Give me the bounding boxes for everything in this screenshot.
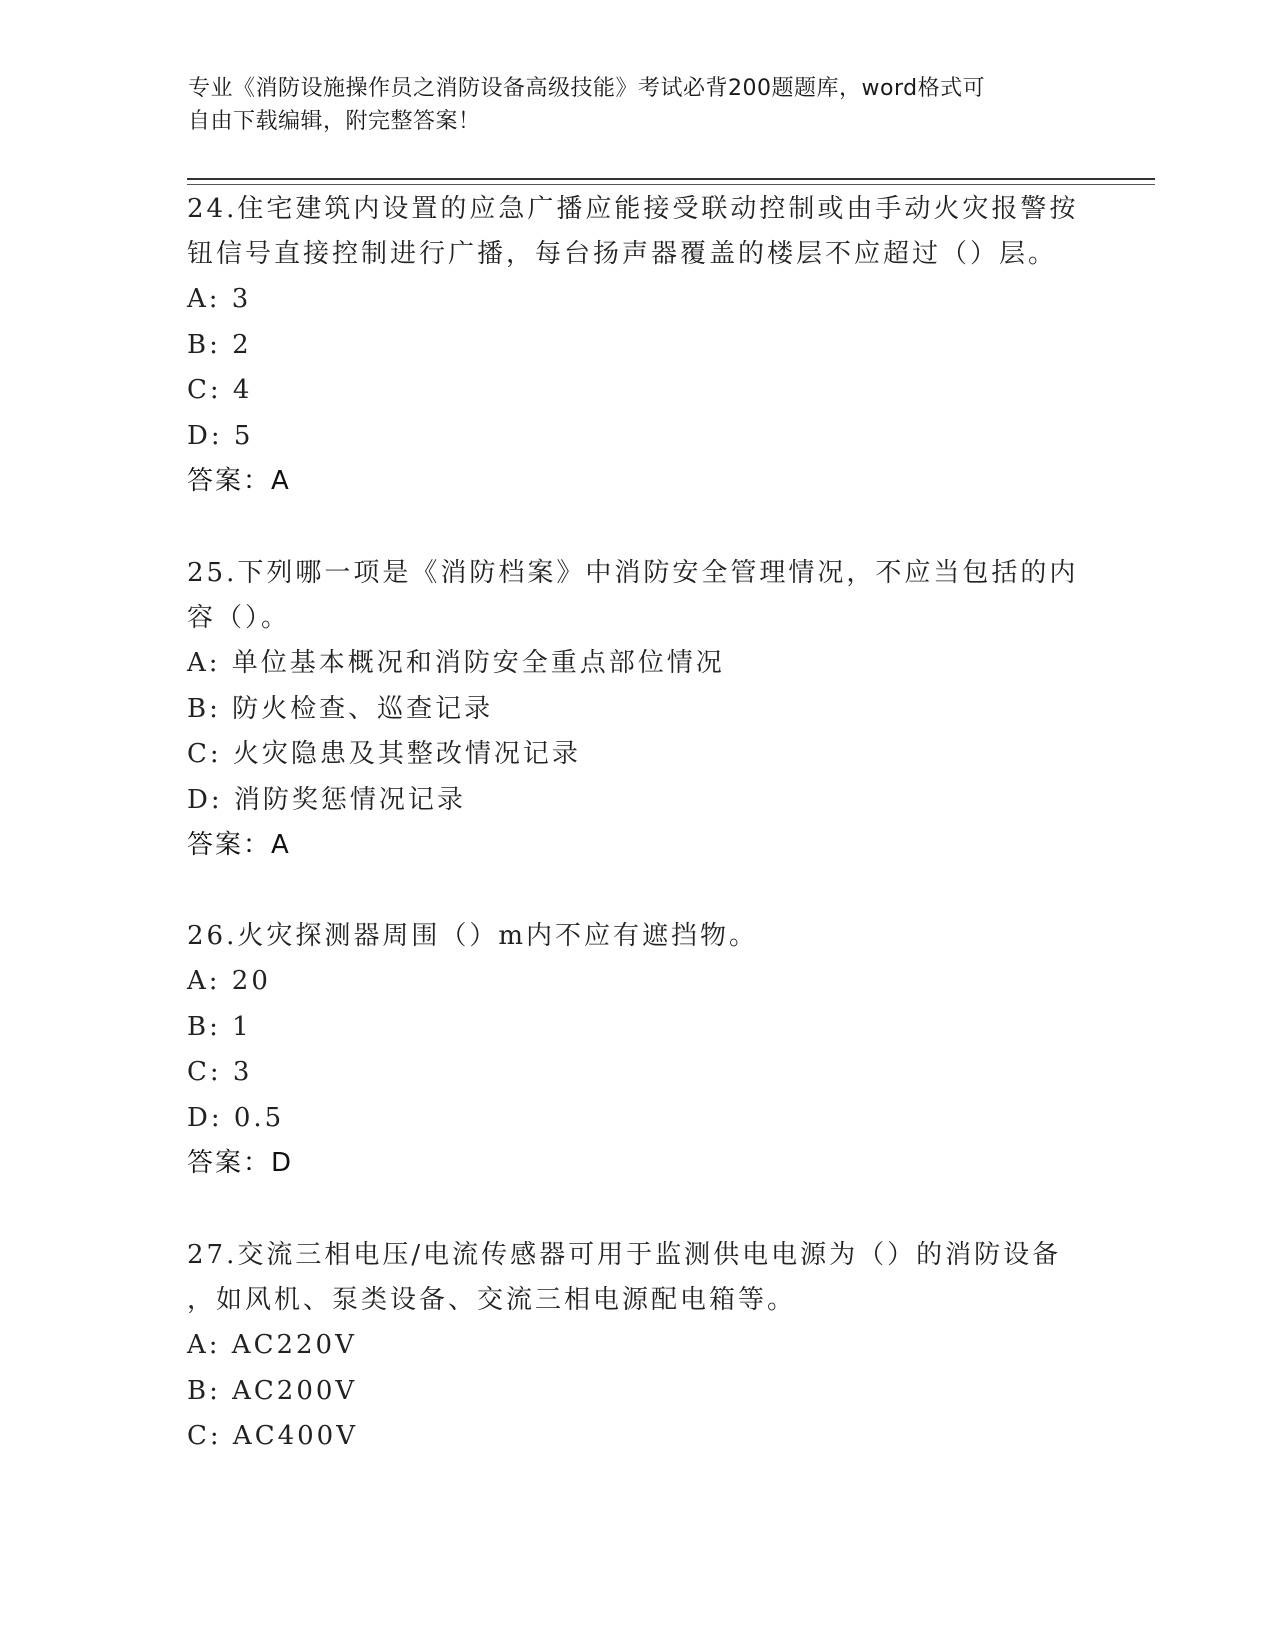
option-b: B: AC200V bbox=[187, 1375, 358, 1406]
option-c: C: 3 bbox=[187, 1057, 253, 1087]
option-d: D: 消防奖惩情况记录 bbox=[187, 784, 466, 815]
question-text-line: 27.交流三相电压/电流传感器可用于监测供电电源为（）的消防设备 bbox=[187, 1240, 1062, 1270]
header-divider-thin bbox=[187, 184, 1155, 185]
document-header bbox=[188, 72, 1068, 138]
option-b: B: 防火检查、巡查记录 bbox=[187, 693, 494, 724]
question-27 bbox=[187, 1233, 1087, 1460]
option-a: A: 20 bbox=[187, 966, 271, 996]
question-text-line: 24.住宅建筑内设置的应急广播应能接受联动控制或由手动火灾报警按 bbox=[187, 194, 1079, 224]
question-text-line: 26.火灾探测器周围（）m内不应有遮挡物。 bbox=[187, 921, 759, 951]
option-a: A: AC220V bbox=[187, 1330, 357, 1360]
answer: 答案：A bbox=[187, 830, 291, 860]
option-d: D: 5 bbox=[187, 420, 254, 451]
question-text-line: 钮信号直接控制进行广播，每台扬声器覆盖的楼层不应超过（）层。 bbox=[187, 239, 1058, 269]
header-line-1: 专业《消防设施操作员之消防设备高级技能》考试必背200题题库，word格式可 bbox=[188, 76, 986, 101]
option-b: B: 1 bbox=[187, 1011, 252, 1042]
answer: 答案：A bbox=[187, 466, 291, 496]
header-divider-thick bbox=[187, 178, 1155, 180]
option-a: A: 单位基本概况和消防安全重点部位情况 bbox=[187, 648, 725, 678]
option-c: C: 火灾隐患及其整改情况记录 bbox=[187, 739, 581, 769]
option-a: A: 3 bbox=[187, 284, 252, 314]
question-text-line: ，如风机、泵类设备、交流三相电源配电箱等。 bbox=[187, 1285, 797, 1315]
header-line-2: 自由下载编辑，附完整答案！ bbox=[188, 109, 481, 134]
question-text-line: 25.下列哪一项是《消防档案》中消防安全管理情况，不应当包括的内 bbox=[187, 558, 1079, 588]
question-24 bbox=[187, 187, 1087, 504]
option-c: C: AC400V bbox=[187, 1421, 358, 1451]
answer: 答案：D bbox=[187, 1148, 294, 1178]
question-text-line: 容（）。 bbox=[187, 603, 291, 633]
option-b: B: 2 bbox=[187, 329, 252, 360]
option-d: D: 0.5 bbox=[187, 1102, 285, 1133]
question-25 bbox=[187, 551, 1087, 868]
option-c: C: 4 bbox=[187, 375, 253, 405]
question-26 bbox=[187, 914, 1087, 1186]
